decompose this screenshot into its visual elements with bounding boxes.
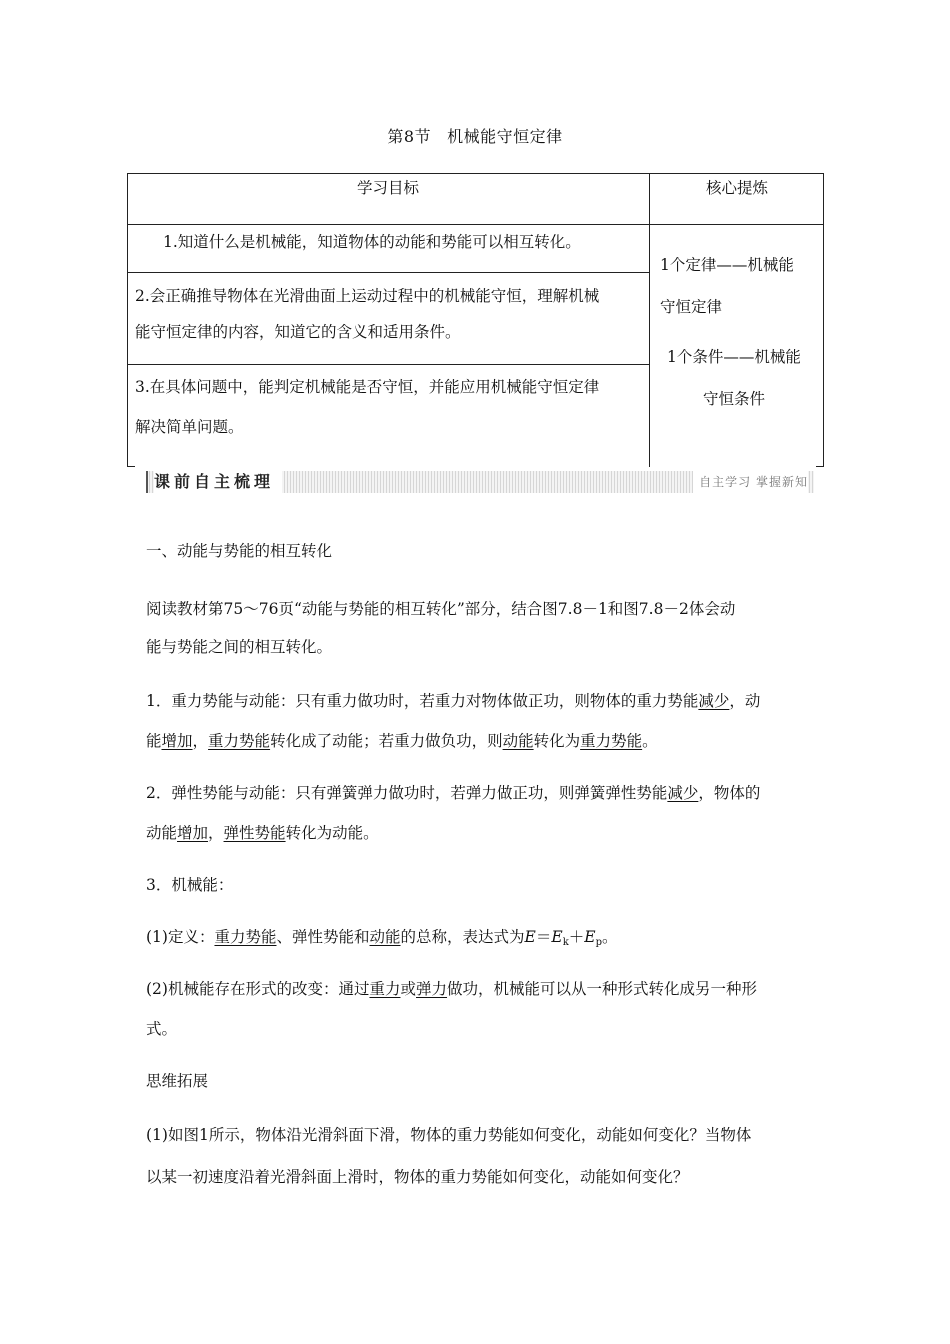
item-2-line-1: 2．弹性势能与动能：只有弹簧弹力做功时，若弹力做正功，则弹簧弹性势能减少，物体的: [146, 784, 761, 802]
answer-blank: 弹性势能: [223, 824, 286, 842]
goal-1: 1.知道什么是机械能，知道物体的动能和势能可以相互转化。: [163, 233, 581, 251]
table-header-goals: 学习目标: [356, 179, 419, 197]
thinking-heading: 思维拓展: [146, 1072, 209, 1090]
heading-1: 一、动能与势能的相互转化: [146, 542, 333, 560]
section-number: 第8节: [387, 127, 432, 146]
table-header-summary: 核心提炼: [705, 179, 768, 197]
answer-blank: 增加: [177, 824, 209, 842]
section-banner: [146, 471, 814, 493]
answer-blank: 动能: [502, 732, 534, 750]
table-bottom-stub-right: [816, 466, 824, 467]
table-bottom-stub-left: [127, 466, 135, 467]
question-1-line-2: 以某一初速度沿着光滑斜面上滑时，物体的重力势能如何变化，动能如何变化？: [146, 1168, 689, 1186]
goal-2-line1: 2.会正确推导物体在光滑曲面上运动过程中的机械能守恒，理解机械: [135, 287, 600, 305]
table-border-top: [127, 173, 824, 174]
answer-blank: 减少: [667, 784, 699, 802]
answer-blank: 重力势能: [214, 928, 277, 946]
objectives-table: [127, 173, 824, 467]
table-divider-row2: [127, 364, 649, 365]
table-divider-header: [127, 224, 824, 225]
answer-blank: 增加: [161, 732, 193, 750]
table-border-left: [127, 173, 128, 467]
item-1-line-2: 能增加，重力势能转化成了动能；若重力做负功，则动能转化为重力势能。: [146, 732, 658, 750]
banner-title: 课前自主梳理: [154, 471, 282, 493]
answer-blank: 重力势能: [580, 732, 643, 750]
answer-blank: 重力: [369, 980, 401, 998]
goal-3-line2: 解决简单问题。: [135, 418, 244, 436]
goal-3-line1: 3.在具体问题中，能判定机械能是否守恒，并能应用机械能守恒定律: [135, 378, 600, 396]
summary-line2: 守恒定律: [660, 298, 723, 316]
summary-line4: 守恒条件: [703, 390, 766, 408]
table-divider-column: [649, 173, 650, 467]
banner-subtitle: 自主学习 掌握新知: [693, 471, 808, 493]
intro-line-2: 能与势能之间的相互转化。: [146, 638, 333, 656]
section-title: 机械能守恒定律: [447, 127, 563, 146]
summary-line1: 1个定律——机械能: [660, 256, 794, 274]
answer-blank: 减少: [698, 692, 730, 710]
question-1-line-1: (1)如图1所示，物体沿光滑斜面下滑，物体的重力势能如何变化，动能如何变化？当物体: [146, 1126, 752, 1144]
form-change-line-1: (2)机械能存在形式的改变：通过重力或弹力做功，机械能可以从一种形式转化成另一种形: [146, 980, 758, 998]
summary-line3: 1个条件——机械能: [667, 348, 801, 366]
page-title: [0, 124, 950, 147]
form-change-line-2: 式。: [146, 1020, 178, 1038]
banner-marker: [146, 471, 148, 493]
item-3: 3．机械能：: [146, 876, 234, 894]
table-divider-row1: [127, 272, 649, 273]
definition-line: (1)定义：重力势能、弹性势能和动能的总称，表达式为$E=E_k+E_p$。: [146, 928, 618, 948]
item-1-line-1: 1．重力势能与动能：只有重力做功时，若重力对物体做正功，则物体的重力势能减少，动: [146, 692, 761, 710]
intro-line-1: 阅读教材第75～76页“动能与势能的相互转化”部分，结合图7.8－1和图7.8－2体会动: [146, 600, 736, 618]
goal-2-line2: 能守恒定律的内容，知道它的含义和适用条件。: [135, 323, 461, 341]
answer-blank: 重力势能: [208, 732, 271, 750]
answer-blank: 动能: [369, 928, 401, 946]
item-2-line-2: 动能增加，弹性势能转化为动能。: [146, 824, 379, 842]
answer-blank: 弹力: [416, 980, 448, 998]
